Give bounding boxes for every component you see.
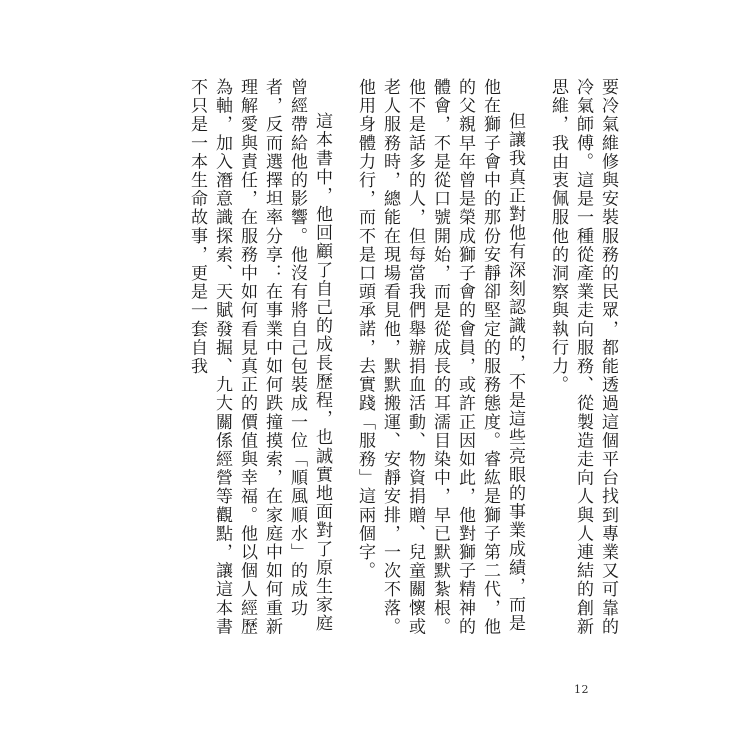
- paragraph-2: 但讓我真正對他有深刻認識的，不是這些亮眼的事業成績，而是他在獅子會中的那份安靜卻堅定的服務態度。睿紘是獅子第二代，他的父親早年曾是榮成獅子會的會員，或許正因如此，他對獅子精神的體會，不是從口號開始，而是從成長的耳濡目染中，早已默默紮根。他不是話多的人，但每當我們舉辦捐血活動、物資捐贈、兒童關懷或老人服務時，總能在現場看見他，默默搬運、安靜安排，一次不落。他用身體力行，而不是口頭承諾，去實踐「服務」這兩個字。: [355, 78, 525, 636]
- page-number: 12: [574, 683, 589, 696]
- vertical-text-body: [130, 78, 620, 650]
- paragraph-1: 要冷氣維修與安裝服務的民眾，都能透過這個平台找到專業又可靠的冷氣師傅。這是一種從產業走向服務、從製造走向人與人連結的創新思維，我由衷佩服他的洞察與執行力。: [548, 78, 618, 636]
- paragraph-3: 這本書中，他回顧了自己的成長歷程，也誠實地面對了原生家庭曾經帶給他的影響。他沒有將自己包裝成一位「順風順水」的成功者，反而選擇坦率分享：在事業中如何跌撞摸索，在家庭中如何重新理解愛與責任，在服務中如何看見真正的價值與幸福。他以個人經歷為軸，加入潛意識探索、天賦發掘、九大關係經營等觀點，讓這本書不只是一本生命故事，更是一套自我: [187, 78, 332, 636]
